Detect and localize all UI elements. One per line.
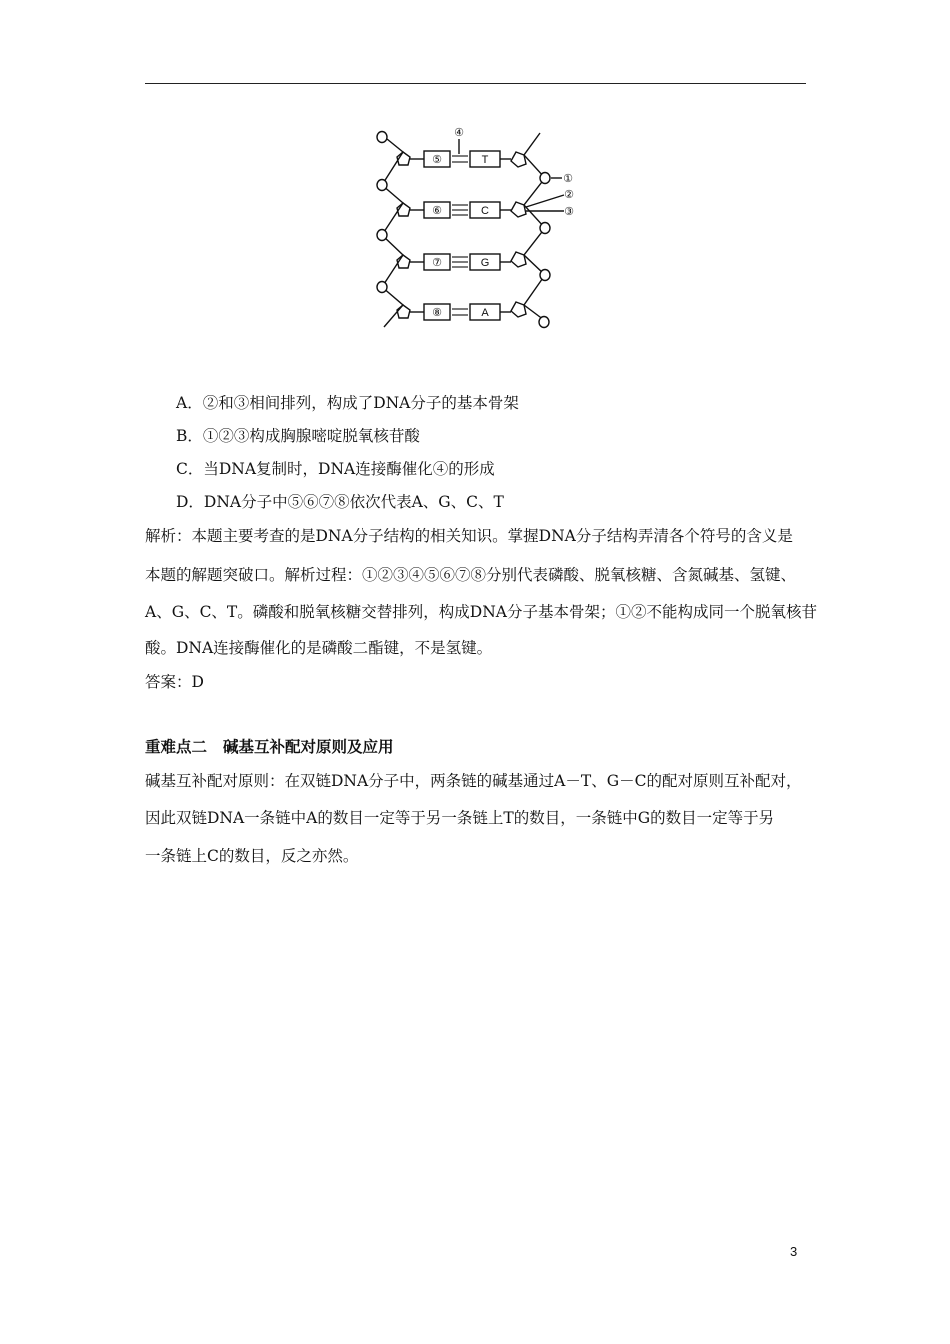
label-6: ⑥ — [432, 205, 442, 217]
option-d: D．DNA分子中⑤⑥⑦⑧依次代表A、G、C、T — [176, 493, 504, 511]
section-body-line-1: 碱基互补配对原则：在双链DNA分子中，两条链的碱基通过A－T、G－C的配对原则互补配对， — [145, 772, 802, 790]
phosphate-left-2 — [377, 180, 387, 191]
section-heading-text: 碱基互补配对原则及应用 — [223, 737, 394, 756]
sugar-left-4 — [397, 305, 410, 318]
analysis-line-3: A、G、C、T。磷酸和脱氧核糖交替排列，构成DNA分子基本骨架；①②不能构成同一个脱氧核苷 — [145, 603, 817, 621]
analysis-line-4: 酸。DNA连接酶催化的是磷酸二酯键，不是氢键。 — [145, 639, 493, 657]
answer: 答案：D — [145, 673, 204, 691]
dna-structure-diagram — [372, 125, 582, 335]
label-5: ⑤ — [432, 154, 442, 166]
page-number: 3 — [790, 1244, 798, 1259]
section-heading-number: 重难点二 — [145, 737, 208, 756]
phosphate-right-1 — [540, 173, 550, 184]
label-2: ② — [564, 189, 574, 201]
label-8: ⑧ — [432, 307, 442, 319]
base-a: A — [481, 307, 489, 319]
label-3: ③ — [564, 206, 574, 218]
sugar-right-2 — [511, 202, 526, 217]
phosphate-left-1 — [377, 132, 387, 143]
sugar-right-4 — [511, 302, 526, 317]
option-c: C．当DNA复制时，DNA连接酶催化④的形成 — [176, 460, 495, 478]
phosphate-left-3 — [377, 230, 387, 241]
base-g: G — [480, 257, 490, 269]
analysis-line-1: 解析：本题主要考查的是DNA分子结构的相关知识。掌握DNA分子结构弄清各个符号的含义是 — [145, 527, 793, 545]
phosphate-right-3 — [540, 270, 550, 281]
phosphate-left-4 — [377, 282, 387, 293]
option-b: B．①②③构成胸腺嘧啶脱氧核苷酸 — [176, 427, 420, 445]
label-4: ④ — [454, 127, 464, 139]
label-1: ① — [563, 173, 573, 185]
sugar-right-1 — [511, 152, 526, 167]
header-rule — [145, 83, 806, 84]
section-body-line-2: 因此双链DNA一条链中A的数目一定等于另一条链上T的数目，一条链中G的数目一定等于另 — [145, 809, 775, 827]
section-body-line-3: 一条链上C的数目，反之亦然。 — [145, 847, 359, 865]
label-7: ⑦ — [432, 257, 442, 269]
option-a: A．②和③相间排列，构成了DNA分子的基本骨架 — [176, 394, 519, 412]
base-c: C — [481, 205, 489, 217]
phosphate-right-2 — [540, 223, 550, 234]
phosphate-right-4 — [539, 317, 549, 328]
section-heading — [145, 737, 394, 757]
analysis-line-2: 本题的解题突破口。解析过程：①②③④⑤⑥⑦⑧分别代表磷酸、脱氧核糖、含氮碱基、氢键、 — [145, 566, 797, 584]
sugar-right-3 — [511, 252, 526, 267]
base-t: T — [481, 154, 489, 166]
